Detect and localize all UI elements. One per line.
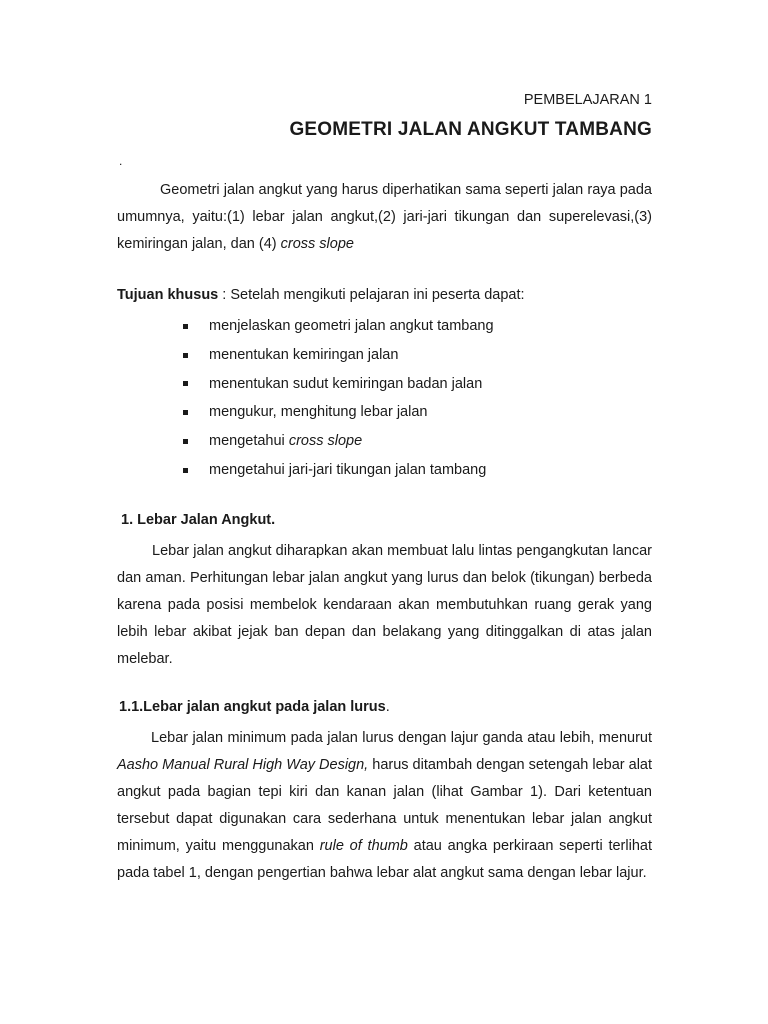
list-item-text: menjelaskan geometri jalan angkut tambang <box>209 318 494 334</box>
objectives-list <box>183 312 494 485</box>
section-1-1-paragraph <box>117 725 652 887</box>
list-item <box>183 370 494 399</box>
objectives-line <box>117 287 525 303</box>
list-item <box>183 398 494 427</box>
bullet-icon <box>183 410 188 415</box>
bullet-icon <box>183 439 188 444</box>
intro-italic: cross slope <box>280 236 354 252</box>
list-item-text: mengetahui <box>209 433 289 450</box>
section-1-1-heading-bold: 1.1.Lebar jalan angkut pada jalan lurus <box>119 699 386 715</box>
section-1-1-heading <box>119 699 390 715</box>
bullet-icon <box>183 324 188 329</box>
list-item-text: menentukan kemiringan jalan <box>209 346 399 363</box>
list-item-italic: cross slope <box>288 433 363 450</box>
list-item-text: mengetahui jari-jari tikungan jalan tambang <box>209 461 487 478</box>
list-item-text: mengukur, menghitung lebar jalan <box>209 404 428 421</box>
bullet-icon <box>183 468 188 473</box>
paragraph-text: Lebar jalan minimum pada jalan lurus dengan lajur ganda atau lebih, menurut <box>151 730 652 746</box>
section-1-1-heading-suffix: . <box>385 699 390 715</box>
objectives-text: : Setelah mengikuti pelajaran ini peserta dapat: <box>218 287 525 303</box>
bullet-icon <box>183 381 188 386</box>
list-item <box>183 341 494 370</box>
page-title: GEOMETRI JALAN ANGKUT TAMBANG <box>289 119 652 140</box>
paragraph-italic: Aasho Manual Rural High Way Design, <box>117 757 369 773</box>
intro-text: Geometri jalan angkut yang harus diperhatikan sama seperti jalan raya pada umumnya, yaitu:(1) lebar jalan angkut,(2) jari-jari tikungan dan superelevasi,(3) kemiringan jalan, dan (4) <box>117 182 652 252</box>
section-1-heading: 1. Lebar Jalan Angkut. <box>121 512 276 528</box>
section-label: PEMBELAJARAN 1 <box>523 92 652 108</box>
paragraph-italic: rule of thumb <box>319 838 408 854</box>
section-1-paragraph: Lebar jalan angkut diharapkan akan membuat lalu lintas pengangkutan lancar dan aman. Perhitungan lebar jalan angkut yang lurus dan belok (tikungan) berbeda karena pada posisi membelok kendaraan akan membutuhkan ruang gerak yang lebih lebar akibat jejak ban depan dan belakang yang ditinggalkan di atas jalan melebar. <box>117 543 652 667</box>
paragraph-text: harus ditambah dengan setengah lebar alat angkut pada bagian tepi kiri dan kanan jalan (lihat Gambar 1). Dari ketentuan tersebut dapat digunakan cara sederhana untuk menentukan lebar jalan angkut minimum, yaitu menggunakan <box>117 757 653 854</box>
paragraph-text: atau angka perkiraan seperti terlihat pada tabel 1, dengan pengertian bahwa lebar alat angkut sama dengan lebar lajur. <box>117 838 652 881</box>
list-item <box>183 456 494 485</box>
list-item <box>183 427 494 456</box>
intro-paragraph <box>117 177 652 258</box>
list-item <box>183 312 494 341</box>
list-item-text: menentukan sudut kemiringan badan jalan <box>209 375 483 392</box>
objectives-label: Tujuan khusus <box>117 287 219 303</box>
bullet-icon <box>183 353 188 358</box>
stray-dot: . <box>119 154 123 168</box>
